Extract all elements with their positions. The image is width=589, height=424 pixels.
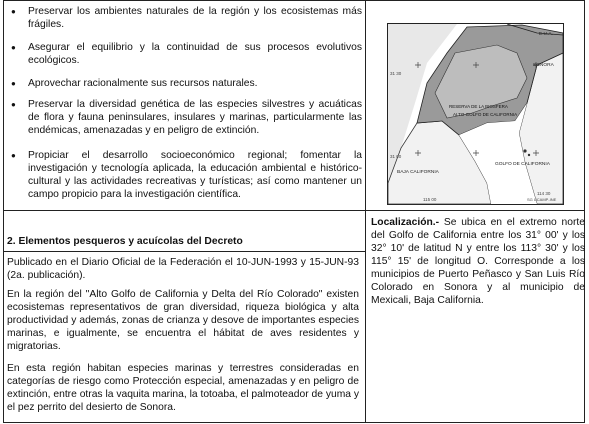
map-label-reserve-1: RESERVA DE LA BIOSFERA xyxy=(449,104,508,109)
map-label-lat-bottom: 31 00 xyxy=(390,154,402,159)
map-label-baja: BAJA CALIFORNIA xyxy=(397,170,439,175)
reserve-map xyxy=(387,23,564,205)
table-column-divider xyxy=(365,0,366,423)
map-label-reserve-2: ALTO GOLFO DE CALIFORNIA xyxy=(453,112,518,117)
heading-divider xyxy=(3,251,365,252)
map-label-credit: SG UCAMP-INE xyxy=(527,197,557,202)
bullet-marker: ● xyxy=(11,43,16,52)
location-paragraph xyxy=(371,216,585,307)
list-item: Preservar los ambientes naturales de la región y los ecosistemas más frágiles. xyxy=(28,6,362,30)
list-item: Aprovechar racionalmente sus recursos naturales. xyxy=(28,78,258,89)
list-item: Propiciar el desarrollo socioeconómico regional; fomentar la investigación y tecnología aplicada, la educación ambiental e histórico-cultural y las actividades recreativas y turísticas; así como mantener un campo propicio para la investigación científica. xyxy=(28,150,362,200)
table-border-right xyxy=(584,0,585,423)
bullet-marker: ● xyxy=(11,100,16,109)
island-marker xyxy=(523,149,526,152)
paragraph: Publicado en el Diario Oficial de la Federación el 10-JUN-1993 y 15-JUN-93 (2a. publicación). xyxy=(7,257,359,281)
section-heading: 2. Elementos pesqueros y acuícolas del Decreto xyxy=(7,236,243,247)
location-label: Localización.- xyxy=(371,217,440,228)
list-item: Asegurar el equilibrio y la continuidad de sus procesos evolutivos ecológicos. xyxy=(28,42,362,66)
map-label-lon-bottom: 115 00 xyxy=(423,197,437,202)
document-table xyxy=(3,0,585,423)
objectives-list xyxy=(3,0,365,210)
island-marker xyxy=(528,154,530,156)
paragraph: En esta región habitan especies marinas y terrestres consideradas en categorías de riesgo como Protección especial, amenazadas y en peligro de extinción, entre otras la vaquita marina, la totoaba, el palmoteador de yuma y el pez perrito del desierto de Sonora. xyxy=(7,363,360,413)
bullet-marker: ● xyxy=(11,7,16,16)
paragraph: En la región del "Alto Golfo de California y Delta del Río Colorado" existen ecosistemas representativos de gran diversidad, riqueza biológica y alta productividad y además, zonas de crianza y desove de importantes especies marinas, e igualmente, se encuentra el hábitat de aves residentes y migratorias. xyxy=(7,289,359,352)
map-label-sonora: SONORA xyxy=(533,63,554,68)
table-border-bottom xyxy=(3,422,585,423)
map-label-lat-top: 31 30 xyxy=(390,71,402,76)
list-item: Preservar la diversidad genética de las especies silvestres y acuáticas de flora y fauna peninsulares, insulares y marinas, particularmente las endémicas, amenazadas y en peligro de extinción. xyxy=(28,99,362,136)
bullet-marker: ● xyxy=(11,79,16,88)
location-text: Se ubica en el extremo norte del Golfo de California entre los 31° 00' y los 32° 10' de latitud N y entre los 113° 30' y los 115° 15' de longitud O. Corresponde a los municipios de Puerto Peñasco y San Luis Río Colorado en Sonora y al municipio de Mexicali, Baja California. xyxy=(371,217,585,306)
map-label-lon-right: 114 30 xyxy=(537,191,551,196)
map-label-eua: E.U.A. xyxy=(539,32,553,37)
bullet-marker: ● xyxy=(11,151,16,160)
map-label-gulf: GOLFO DE CALIFORNIA xyxy=(495,162,550,167)
table-row-divider xyxy=(3,210,585,211)
